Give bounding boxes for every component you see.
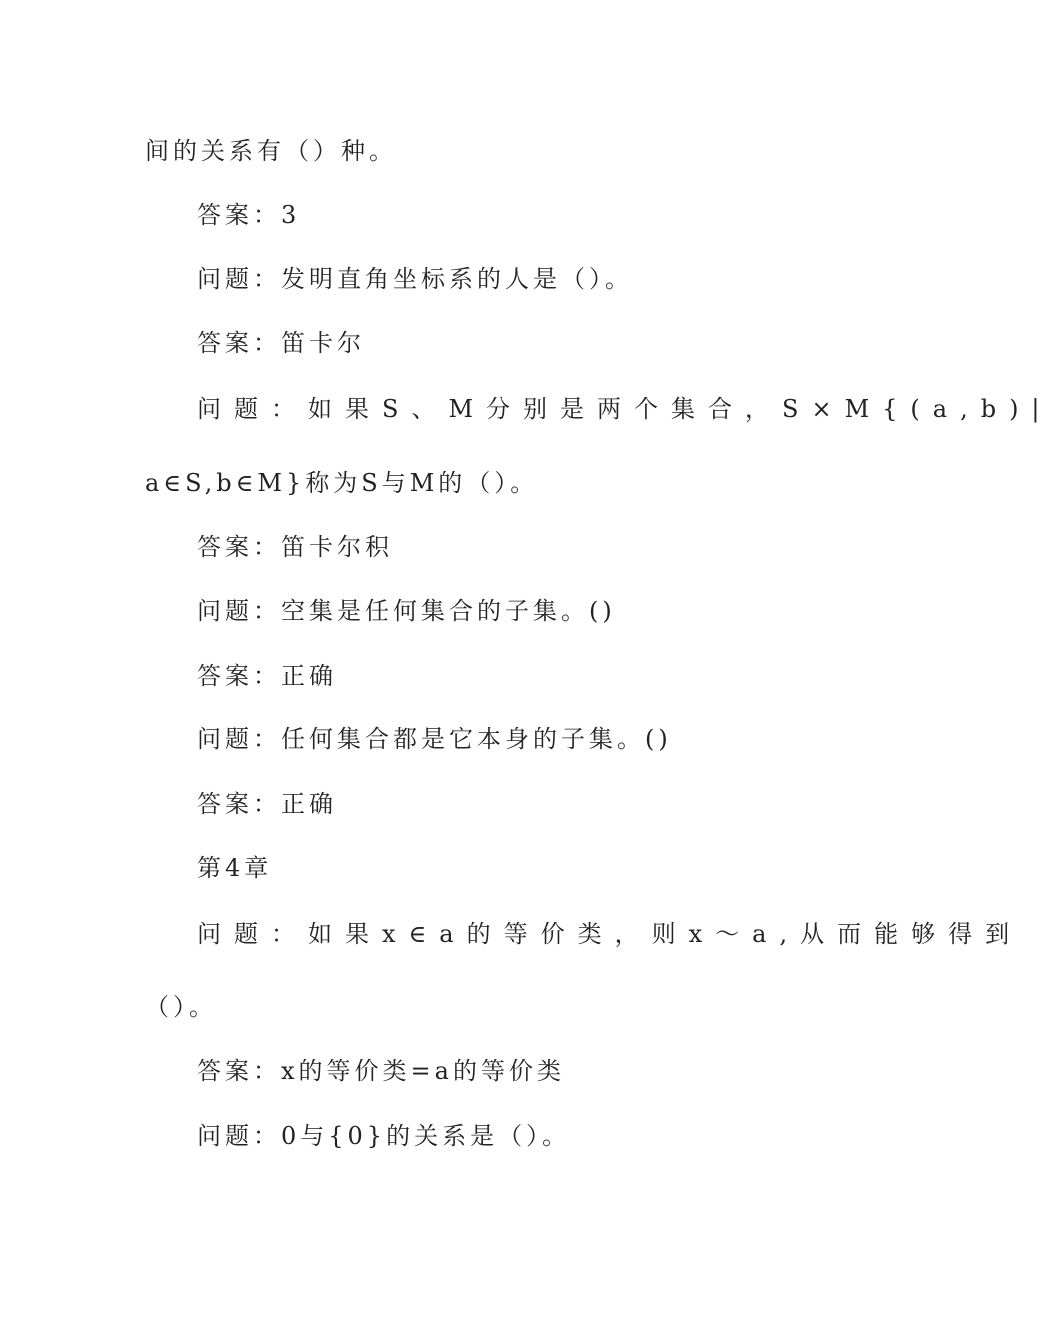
text-line: a∈S,b∈M}称为S与M的（）。 bbox=[145, 469, 539, 497]
answer-line: 答案：笛卡尔积 bbox=[197, 533, 393, 561]
answer-line: 答案：笛卡尔 bbox=[197, 329, 365, 357]
answer-line: 答案：x的等价类=a的等价类 bbox=[197, 1057, 565, 1085]
text-line: （）。 bbox=[145, 993, 217, 1021]
question-line: 问题：0与{0}的关系是（）。 bbox=[197, 1122, 571, 1150]
question-line: 问题：如果S、M分别是两个集合，S×M{(a,b)| bbox=[197, 395, 1053, 423]
answer-line: 答案：正确 bbox=[197, 790, 337, 818]
answer-line: 答案：正确 bbox=[197, 662, 337, 690]
question-line: 问题：空集是任何集合的子集。() bbox=[197, 597, 616, 625]
answer-line: 答案：3 bbox=[197, 201, 301, 229]
question-line: 问题：发明直角坐标系的人是（）。 bbox=[197, 265, 633, 293]
question-line: 问题：任何集合都是它本身的子集。() bbox=[197, 725, 672, 753]
question-line: 问题：如果x∈a的等价类，则x～a,从而能够得到 bbox=[197, 920, 1023, 948]
text-line: 间的关系有（）种。 bbox=[145, 137, 397, 165]
chapter-heading: 第4章 bbox=[197, 854, 273, 882]
